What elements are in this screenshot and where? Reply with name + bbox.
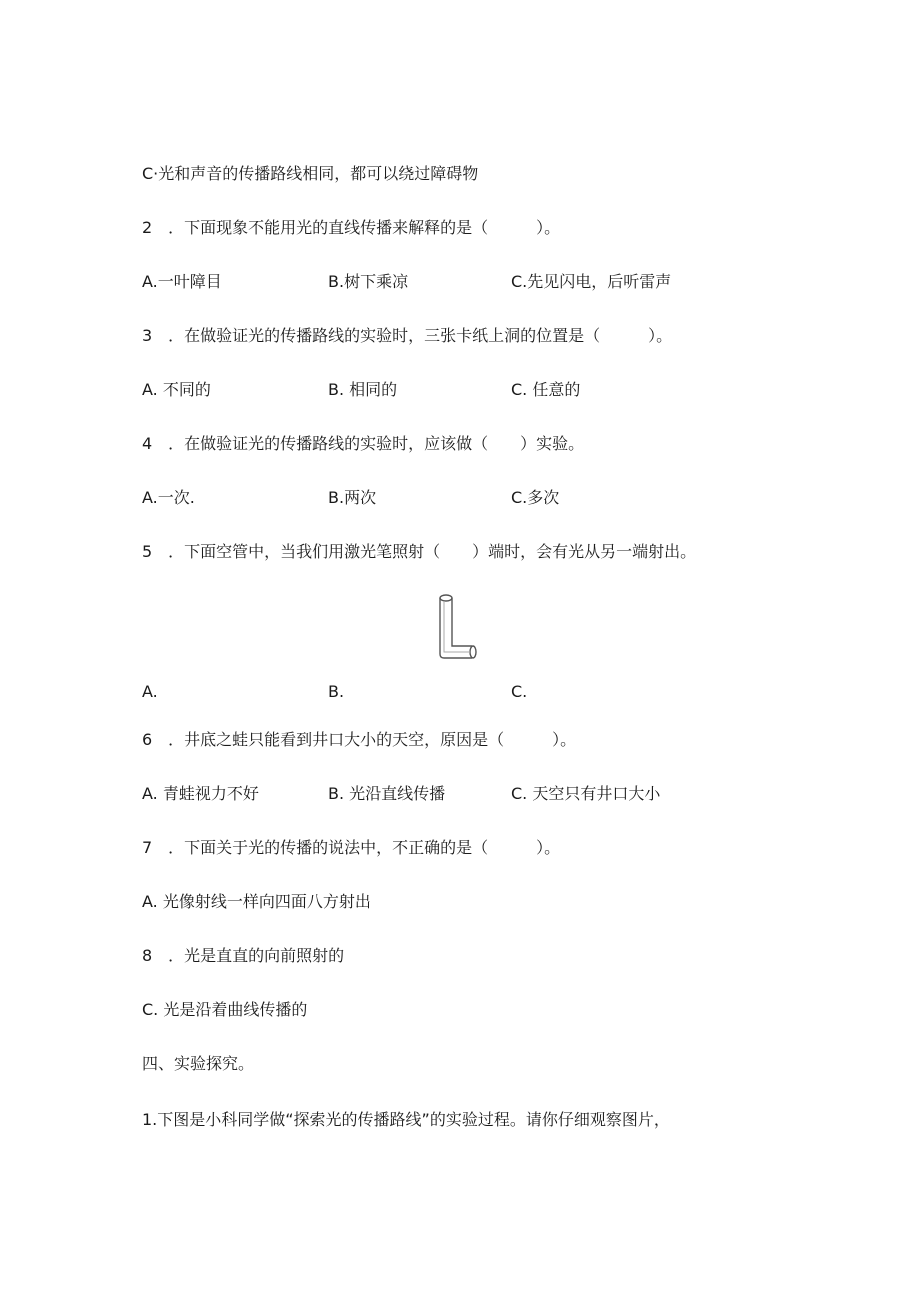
question-3-option-c: C. 任意的 <box>511 380 581 399</box>
question-7-option-a: A. 光像射线一样向四面八方射出 <box>142 892 371 911</box>
question-6-option-b: B. 光沿直线传播 <box>328 784 446 803</box>
question-2-option-c: C.先见闪电，后听雷声 <box>511 272 672 291</box>
question-4-option-c: C.多次 <box>511 488 560 507</box>
question-2: 2 ．下面现象不能用光的直线传播来解释的是（ ）。 <box>142 218 561 237</box>
question-8-option-c: C. 光是沿着曲线传播的 <box>142 1000 308 1019</box>
question-2-option-b: B.树下乘凉 <box>328 272 409 291</box>
question-4-option-a: A.一次. <box>142 488 195 507</box>
question-8: 8 ．光是直直的向前照射的 <box>142 946 345 965</box>
question-5-option-b: B. <box>328 682 345 701</box>
question-3-option-b: B. 相同的 <box>328 380 398 399</box>
experiment-question-1: 1.下图是小科同学做“探索光的传播路线”的实验过程。请你仔细观察图片， <box>142 1110 670 1129</box>
question-5-option-c: C. <box>511 682 528 701</box>
question-2-option-a: A.一叶障目 <box>142 272 222 291</box>
question-4: 4 ．在做验证光的传播路线的实验时，应该做（ ）实验。 <box>142 434 585 453</box>
question-4-option-b: B.两次 <box>328 488 377 507</box>
question-7: 7 ．下面关于光的传播的说法中，不正确的是（ ）。 <box>142 838 561 857</box>
question-3-option-a: A. 不同的 <box>142 380 211 399</box>
bent-pipe-icon <box>436 592 480 662</box>
question-6: 6 ．井底之蛙只能看到井口大小的天空，原因是（ ）。 <box>142 730 577 749</box>
question-3: 3 ．在做验证光的传播路线的实验时，三张卡纸上洞的位置是（ ）。 <box>142 326 673 345</box>
question-5: 5 ．下面空管中，当我们用激光笔照射（ ）端时，会有光从另一端射出。 <box>142 542 697 561</box>
question-6-option-c: C. 天空只有井口大小 <box>511 784 661 803</box>
section-heading: 四、实验探究。 <box>142 1054 255 1073</box>
question-5-option-a: A. <box>142 682 158 701</box>
option-c-text: C·光和声音的传播路线相同，都可以绕过障碍物 <box>142 164 479 183</box>
question-6-option-a: A. 青蛙视力不好 <box>142 784 259 803</box>
